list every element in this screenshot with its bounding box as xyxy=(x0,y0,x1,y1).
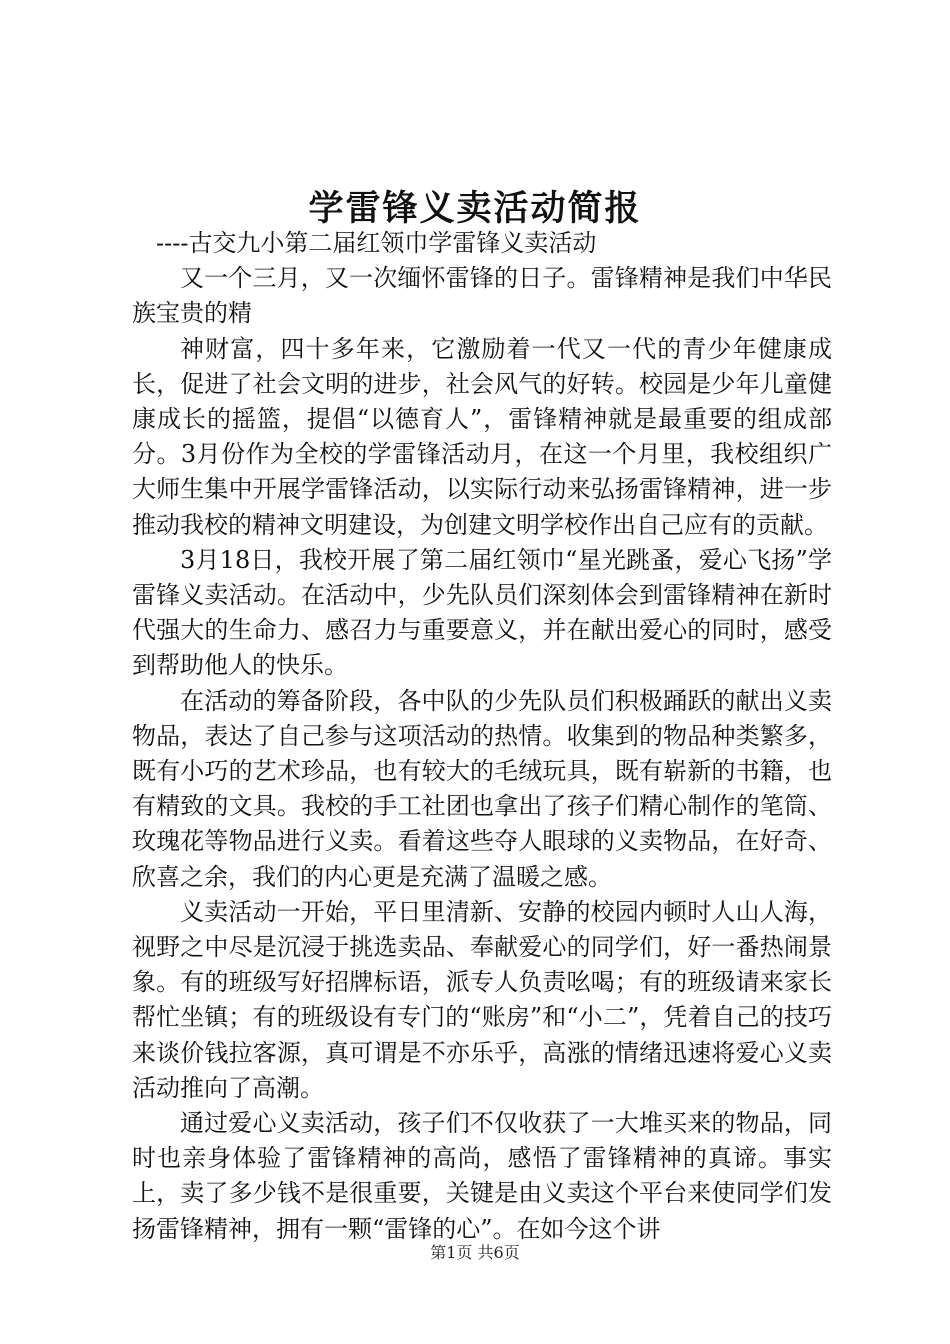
document-subtitle: ----古交九小第二届红领巾学雷锋义卖活动 xyxy=(156,229,597,257)
paragraph: 又一个三月，又一次缅怀雷锋的日子。雷锋精神是我们中华民族宝贵的精 xyxy=(132,264,832,328)
page-footer: 第1页 共6页 xyxy=(430,1243,520,1262)
document-title: 学雷锋义卖活动简报 xyxy=(308,188,642,229)
paragraph: 通过爱心义卖活动，孩子们不仅收获了一大堆买来的物品，同时也亲身体验了雷锋精神的高尚，感悟了雷锋精神的真谛。事实上，卖了多少钱不是很重要，关键是由义卖这个平台来使同学们发扬雷锋精神，拥有一颗“雷锋的心”。在如今这个讲 xyxy=(132,1109,832,1243)
paragraph: 在活动的筹备阶段，各中队的少先队员们积极踊跃的献出义卖物品，表达了自己参与这项活动的热情。收集到的物品种类繁多，既有小巧的艺术珍品，也有较大的毛绒玩具，既有崭新的书籍，也有精致的文具。我校的手工社团也拿出了孩子们精心制作的笔筒、玫瑰花等物品进行义卖。看着这些夺人眼球的义卖物品，在好奇、欣喜之余，我们的内心更是充满了温暖之感。 xyxy=(132,686,832,891)
document-body xyxy=(132,226,832,1247)
paragraph: 神财富，四十多年来，它激励着一代又一代的青少年健康成长，促进了社会文明的进步，社会风气的好转。校园是少年儿童健康成长的摇篮，提倡“以德育人”，雷锋精神就是最重要的组成部分。3月份作为全校的学雷锋活动月，在这一个月里，我校组织广大师生集中开展学雷锋活动，以实际行动来弘扬雷锋精神，进一步推动我校的精神文明建设，为创建文明学校作出自己应有的贡献。 xyxy=(132,334,832,539)
paragraph: 义卖活动一开始，平日里清新、安静的校园内顿时人山人海，视野之中尽是沉浸于挑选卖品、奉献爱心的同学们，好一番热闹景象。有的班级写好招牌标语，派专人负责吆喝；有的班级请来家长帮忙坐镇；有的班级设有专门的“账房”和“小二”，凭着自己的技巧来谈价钱拉客源，真可谓是不亦乐乎，高涨的情绪迅速将爱心义卖活动推向了高潮。 xyxy=(132,897,832,1102)
paragraph: 3月18日，我校开展了第二届红领巾“星光跳蚤，爱心飞扬”学雷锋义卖活动。在活动中，少先队员们深刻体会到雷锋精神在新时代强大的生命力、感召力与重要意义，并在献出爱心的同时，感受到帮助他人的快乐。 xyxy=(132,545,832,680)
